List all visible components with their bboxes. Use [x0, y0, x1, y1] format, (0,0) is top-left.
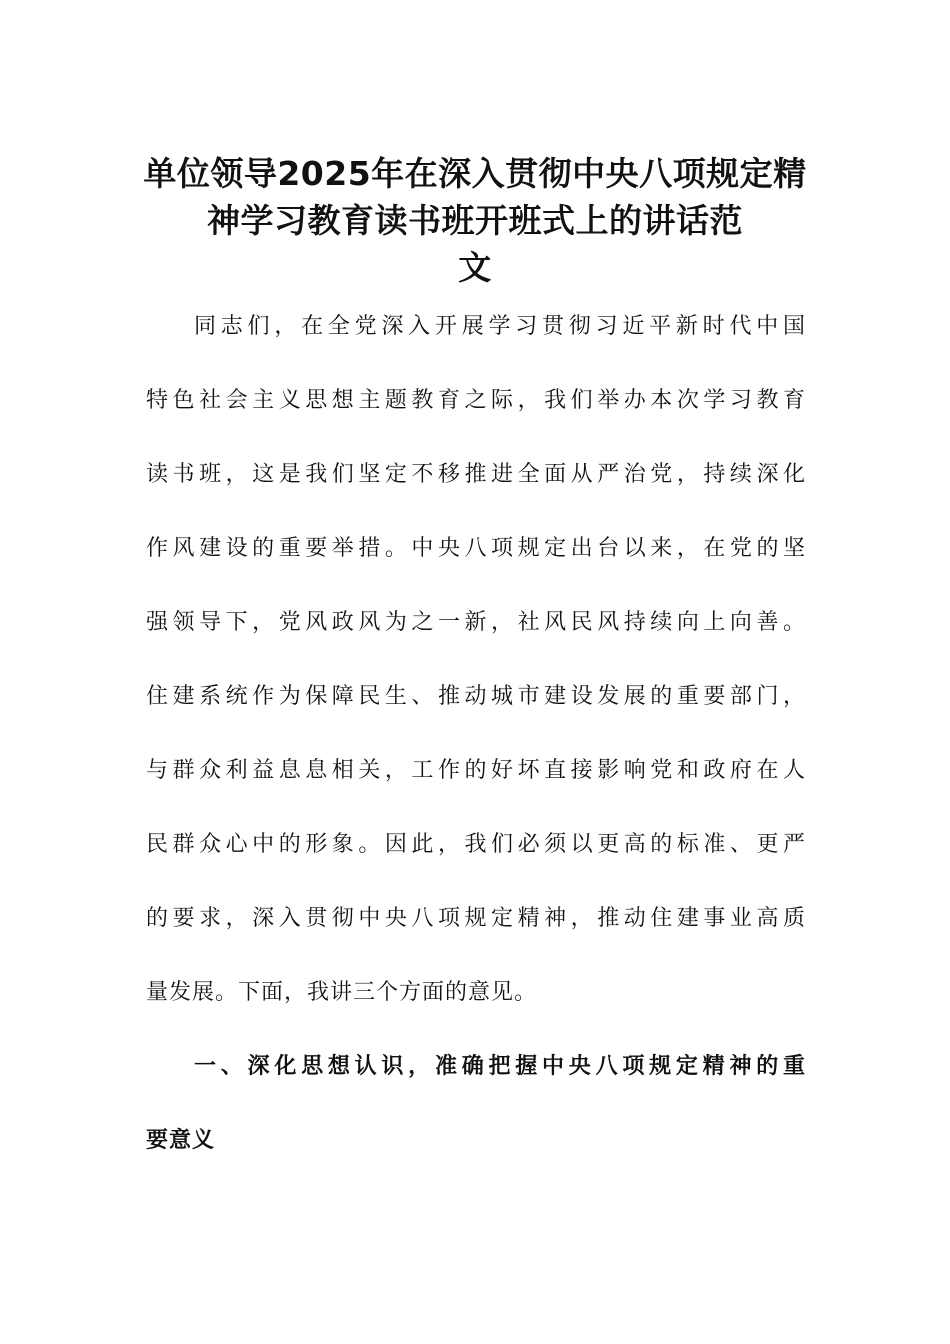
title-line-3: 文	[458, 248, 492, 287]
paragraph-line: 民群众心中的形象。因此，我们必须以更高的标准、更严	[146, 832, 806, 857]
paragraph-line: 与群众利益息息相关，工作的好坏直接影响党和政府在人	[146, 758, 806, 783]
paragraph-line: 强领导下，党风政风为之一新，社风民风持续向上向善。	[146, 610, 806, 635]
paragraph-line: 住建系统作为保障民生、推动城市建设发展的重要部门，	[146, 684, 806, 709]
paragraph-line: 特色社会主义思想主题教育之际，我们举办本次学习教育	[146, 388, 806, 413]
title-line-2: 神学习教育读书班开班式上的讲话范	[207, 201, 743, 240]
paragraph-line: 量发展。下面，我讲三个方面的意见。	[146, 980, 538, 1005]
paragraph-line: 的要求，深入贯彻中央八项规定精神，推动住建事业高质	[146, 906, 806, 931]
title-line-1: 单位领导2025年在深入贯彻中央八项规定精	[143, 154, 807, 193]
section-heading-line: 要意义	[146, 1128, 216, 1153]
paragraph-line: 同志们，在全党深入开展学习贯彻习近平新时代中国	[194, 314, 806, 339]
paragraph-line: 读书班，这是我们坚定不移推进全面从严治党，持续深化	[146, 462, 806, 487]
document-title	[140, 150, 810, 291]
section-heading-line: 一、深化思想认识，准确把握中央八项规定精神的重	[194, 1054, 806, 1079]
paragraph-line: 作风建设的重要举措。中央八项规定出台以来，在党的坚	[146, 536, 806, 561]
